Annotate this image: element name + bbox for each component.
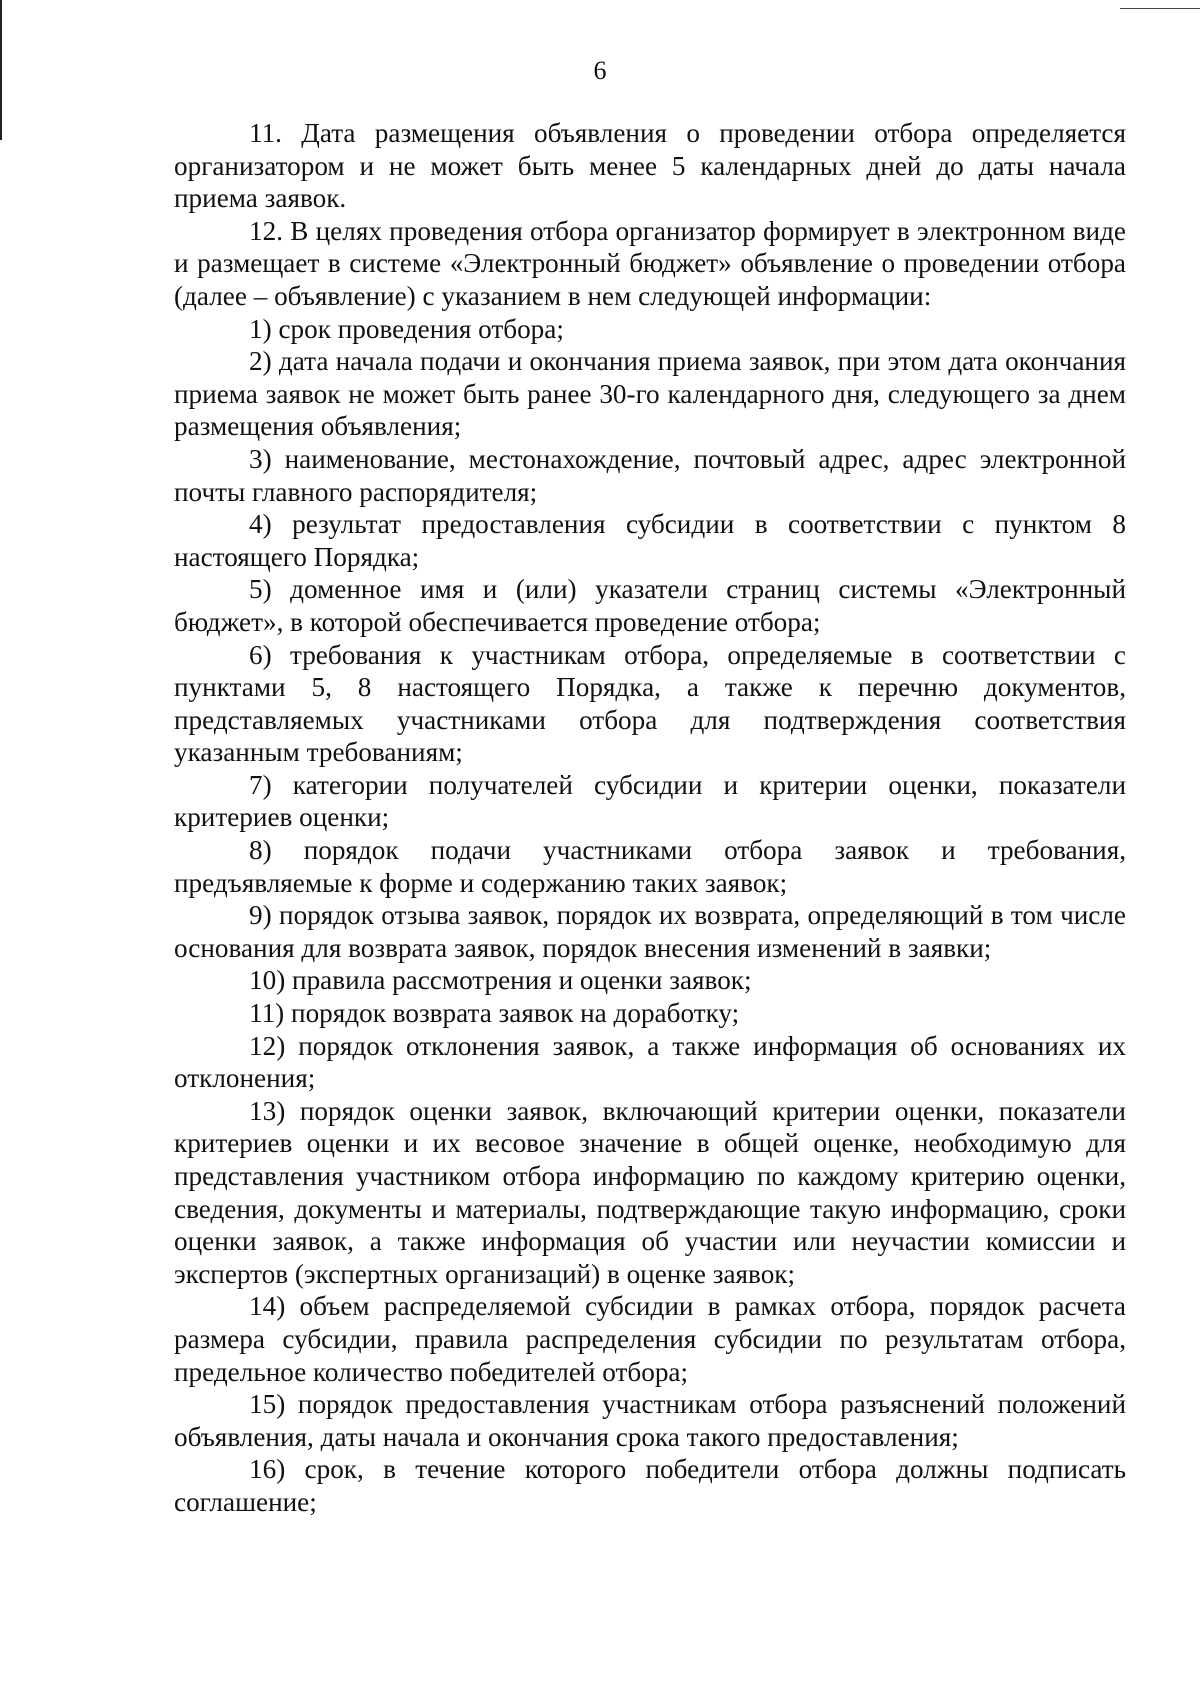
list-item-8: 8) порядок подачи участниками отбора заявок и требования, предъявляемые к форме и содержанию таких заявок; xyxy=(174,835,1126,898)
list-item-14: 14) объем распределяемой субсидии в рамках отбора, порядок расчета размера субсидии, правила распределения субсидии по результатам отбора, предельное количество победителей отбора; xyxy=(174,1291,1126,1387)
list-item-9: 9) порядок отзыва заявок, порядок их возврата, определяющий в том числе основания для возврата заявок, порядок внесения изменений в заявки; xyxy=(174,900,1126,963)
paragraph-12: 12. В целях проведения отбора организатор формирует в электронном виде и размещает в системе «Электронный бюджет» объявление о проведении отбора (далее – объявление) с указанием в нем следующей информации: xyxy=(174,215,1126,311)
list-item-13: 13) порядок оценки заявок, включающий критерии оценки, показатели критериев оценки и их весовое значение в общей оценке, необходимую для представления участником отбора информацию по каждому критерию оценки, сведения, документы и материалы, подтверждающие такую информацию, сроки оценки заявок, а также информация об участии или неучастии комиссии и экспертов (экспертных организаций) в оценке заявок; xyxy=(174,1095,1126,1289)
paragraph-11: 11. Дата размещения объявления о проведении отбора определяется организатором и не может быть менее 5 календарных дней до даты начала приема заявок. xyxy=(174,118,1126,214)
list-item-7: 7) категории получателей субсидии и критерии оценки, показатели критериев оценки; xyxy=(174,769,1126,833)
list-item-10: 10) правила рассмотрения и оценки заявок; xyxy=(249,965,752,996)
list-item-3: 3) наименование, местонахождение, почтовый адрес, адрес электронной почты главного распорядителя; xyxy=(174,443,1126,507)
list-item-12: 12) порядок отклонения заявок, а также информация об основаниях их отклонения; xyxy=(174,1030,1126,1094)
document-body xyxy=(174,117,1126,1519)
list-item-5: 5) доменное имя и (или) указатели страниц системы «Электронный бюджет», в которой обеспечивается проведение отбора; xyxy=(174,574,1126,637)
list-item-2: 2) дата начала подачи и окончания приема заявок, при этом дата окончания приема заявок не может быть ранее 30-го календарного дня, следующего за днем размещения объявления; xyxy=(174,346,1126,442)
page-number: 6 xyxy=(593,56,607,85)
list-item-16: 16) срок, в течение которого победители отбора должны подписать соглашение; xyxy=(174,1454,1126,1517)
scan-edge-mark xyxy=(1120,8,1200,9)
list-item-4: 4) результат предоставления субсидии в соответствии с пунктом 8 настоящего Порядка; xyxy=(174,509,1126,572)
list-item-6: 6) требования к участникам отбора, определяемые в соответствии с пунктами 5, 8 настоящего Порядка, а также к перечню документов, представляемых участниками отбора для подтверждения соответствия указанным требованиям; xyxy=(174,639,1126,768)
list-item-15: 15) порядок предоставления участникам отбора разъяснений положений объявления, даты начала и окончания срока такого предоставления; xyxy=(174,1389,1126,1452)
list-item-1: 1) срок проведения отбора; xyxy=(249,313,564,344)
list-item-11: 11) порядок возврата заявок на доработку; xyxy=(249,998,740,1029)
